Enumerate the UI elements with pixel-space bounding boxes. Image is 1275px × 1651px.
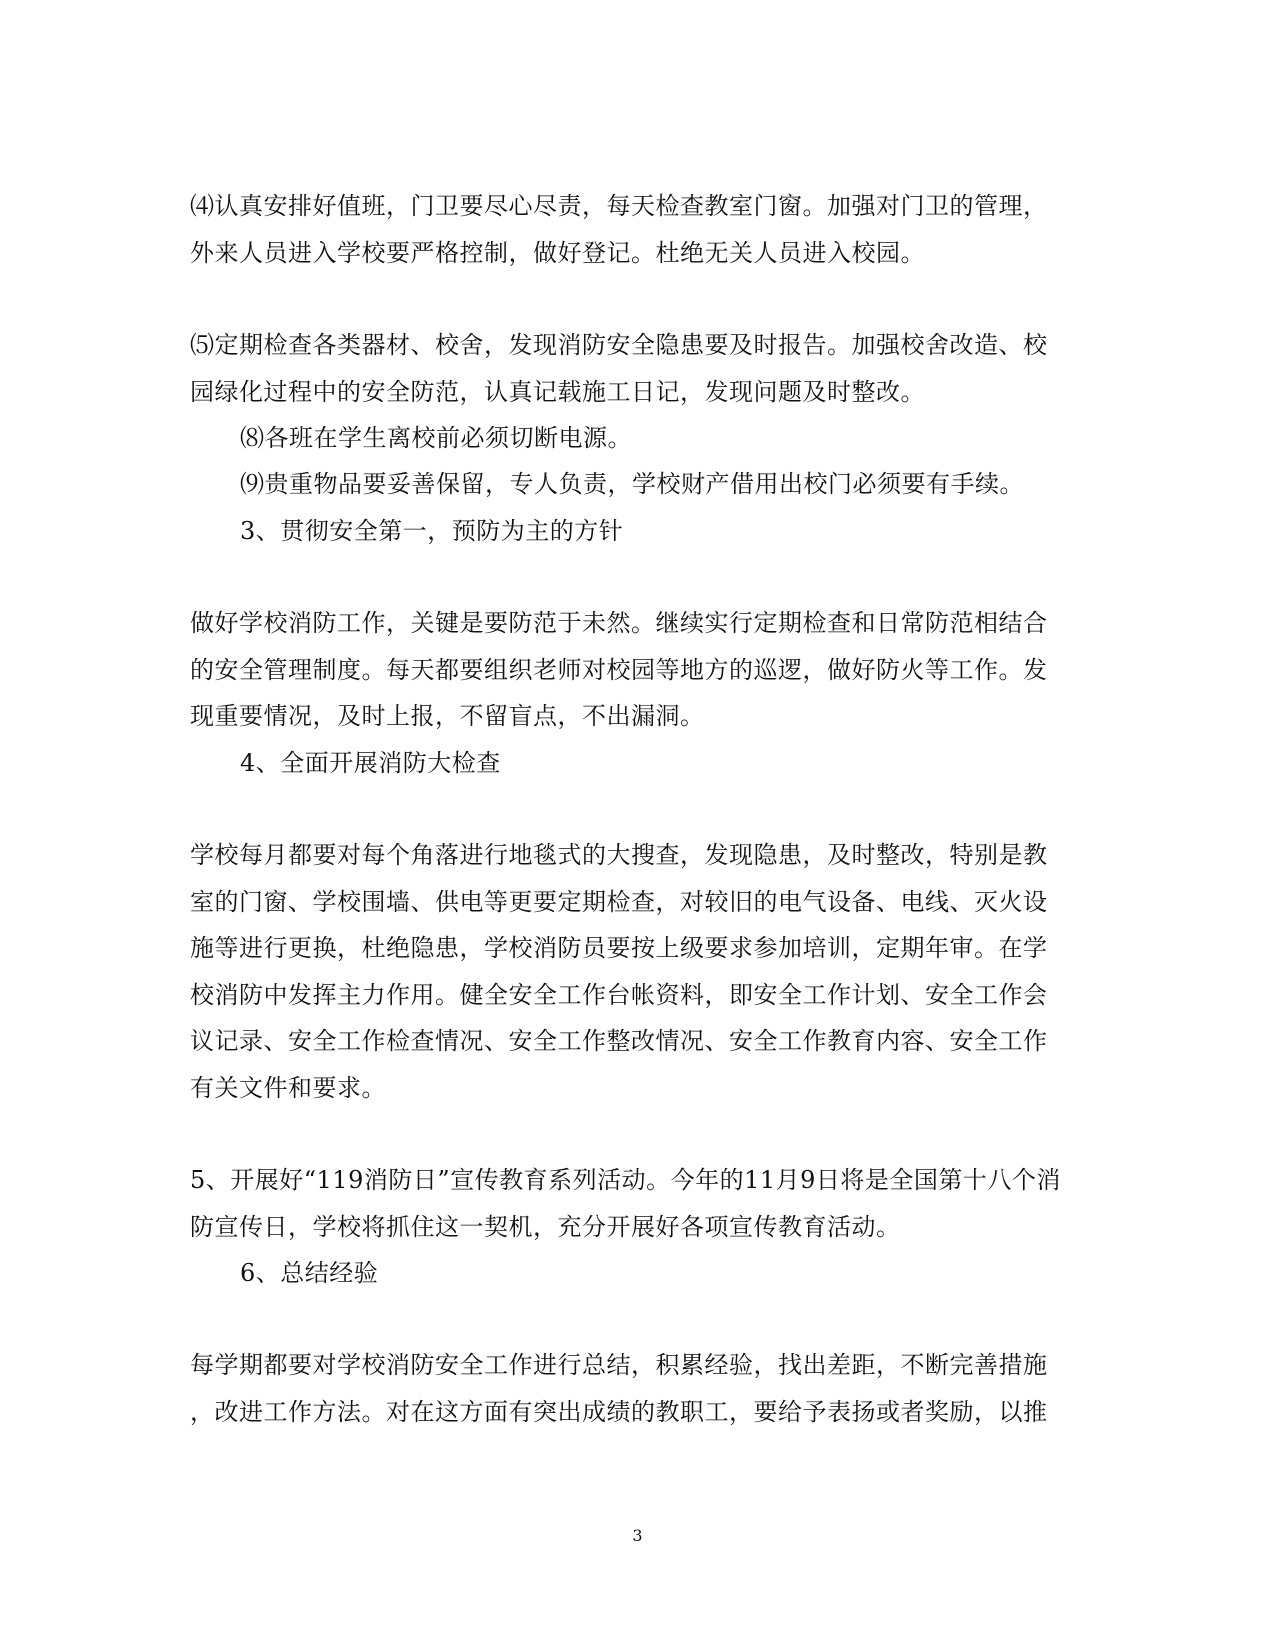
text-line: 做好学校消防工作，关键是要防范于未然。继续实行定期检查和日常防范相结合 — [190, 609, 1048, 637]
text-line: ，改进工作方法。对在这方面有突出成绩的教职工，要给予表扬或者奖励，以推 — [190, 1398, 1048, 1426]
text-line: 的安全管理制度。每天都要组织老师对校园等地方的巡逻，做好防火等工作。发 — [190, 656, 1048, 684]
text-line: 学校每月都要对每个角落进行地毯式的大搜查，发现隐患，及时整改，特别是教 — [190, 841, 1048, 869]
text-line: 每学期都要对学校消防安全工作进行总结，积累经验，找出差距，不断完善措施 — [190, 1351, 1048, 1379]
text-line: 现重要情况，及时上报，不留盲点，不出漏洞。 — [190, 702, 705, 730]
text-line: 外来人员进入学校要严格控制，做好登记。杜绝无关人员进入校园。 — [190, 239, 925, 267]
section-heading: 4、全面开展消防大检查 — [240, 749, 501, 777]
page-number: 3 — [632, 1526, 643, 1545]
text-line: 有关文件和要求。 — [190, 1074, 386, 1102]
text-line: ⑷认真安排好值班，门卫要尽心尽责，每天检查教室门窗。加强对门卫的管理， — [190, 192, 1048, 220]
text-line: ⑻各班在学生离校前必须切断电源。 — [240, 424, 632, 452]
text-line: 施等进行更换，杜绝隐患，学校消防员要按上级要求参加培训，定期年审。在学 — [190, 934, 1048, 962]
text-line: 5、开展好“119消防日”宣传教育系列活动。今年的11月9日将是全国第十八个消 — [190, 1166, 1061, 1194]
text-line: 室的门窗、学校围墙、供电等更要定期检查，对较旧的电气设备、电线、灭火设 — [190, 888, 1048, 916]
section-heading: 6、总结经验 — [240, 1259, 379, 1287]
text-line: 校消防中发挥主力作用。健全安全工作台帐资料，即安全工作计划、安全工作会 — [190, 981, 1048, 1009]
text-line: ⑸定期检查各类器材、校舍，发现消防安全隐患要及时报告。加强校舍改造、校 — [190, 331, 1048, 359]
text-line: 园绿化过程中的安全防范，认真记载施工日记，发现问题及时整改。 — [190, 378, 925, 406]
text-line: 议记录、安全工作检查情况、安全工作整改情况、安全工作教育内容、安全工作 — [190, 1027, 1048, 1055]
section-heading: 3、贯彻安全第一，预防为主的方针 — [240, 517, 624, 545]
text-line: 防宣传日，学校将抓住这一契机，充分开展好各项宣传教育活动。 — [190, 1213, 901, 1241]
text-line: ⑼贵重物品要妥善保留，专人负责，学校财产借用出校门必须要有手续。 — [240, 470, 1024, 498]
